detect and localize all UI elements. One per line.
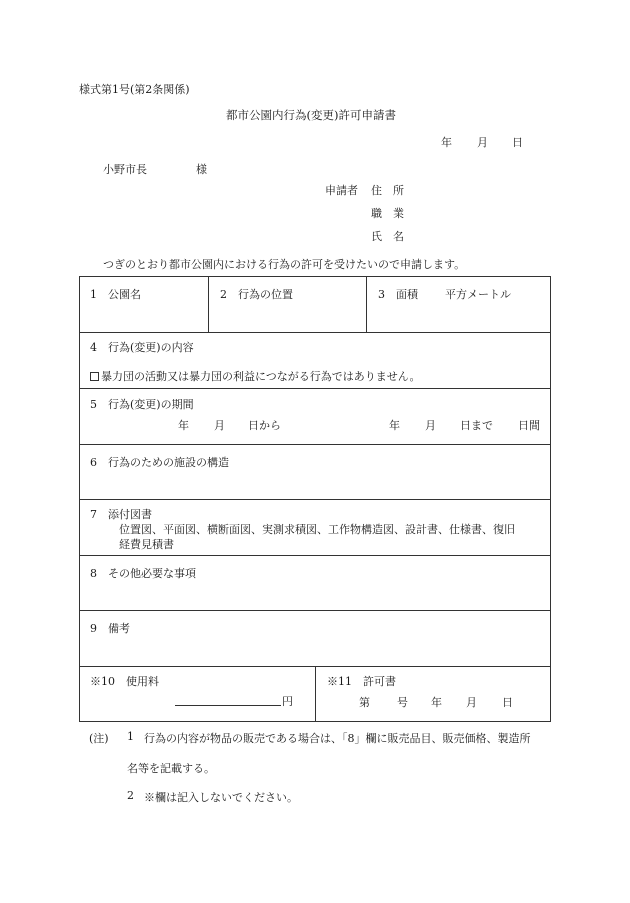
activity-content-label: 4 行為(変更)の内容 — [90, 341, 194, 354]
cell-area[interactable] — [366, 277, 550, 332]
usage-fee-label: ※10 使用料 — [90, 675, 159, 688]
row-remarks[interactable] — [80, 611, 550, 667]
declaration-checkbox[interactable] — [90, 372, 99, 381]
other-matters-label: 8 その他必要な事項 — [90, 567, 196, 580]
row-attached-documents[interactable] — [80, 500, 550, 556]
row-facility-structure[interactable] — [80, 445, 550, 500]
park-name-label: 1 公園名 — [90, 288, 141, 301]
permit-month: 月 — [466, 696, 477, 709]
permit-number-suffix: 号 — [397, 696, 408, 709]
permit-year: 年 — [431, 696, 442, 709]
note1-line1: 行為の内容が物品の販売である場合は、「8」欄に販売品目、販売価格、製造所 — [144, 732, 531, 745]
form-number: 様式第1号(第2条関係) — [79, 83, 190, 96]
applicant-address-label: 住 所 — [371, 184, 404, 197]
period-end-month: 月 — [425, 419, 436, 432]
addressee-name: 小野市長 — [103, 163, 147, 176]
usage-fee-blank — [175, 693, 281, 706]
intro-text: つぎのとおり都市公園内における行為の許可を受けたいので申請します。 — [103, 258, 466, 271]
period-end-year: 年 — [389, 419, 400, 432]
period-end-day: 日まで — [460, 419, 493, 432]
attached-documents-line1: 位置図、平面図、横断面図、実測求積図、工作物構造図、設計書、仕様書、復旧 — [119, 523, 515, 536]
row-fee-permit — [80, 667, 550, 721]
application-form-table — [79, 276, 551, 722]
period-days: 日間 — [518, 419, 540, 432]
applicant-name-label: 氏 名 — [371, 230, 404, 243]
applicant-label: 申請者 — [325, 184, 358, 197]
period-start-day: 日から — [248, 419, 281, 432]
permit-day: 日 — [502, 696, 513, 709]
note2-text: ※欄は記入しないでください。 — [144, 791, 298, 804]
row-activity-period[interactable] — [80, 389, 550, 445]
declaration-line — [90, 368, 420, 384]
cell-usage-fee — [80, 667, 315, 721]
permit-label: ※11 許可書 — [327, 675, 396, 688]
cell-park-name[interactable] — [80, 277, 208, 332]
attached-documents-line2: 経費見積書 — [119, 538, 174, 551]
attached-documents-label: 7 添付図書 — [90, 508, 152, 521]
notes-prefix: (注) — [89, 732, 109, 745]
note2-number: 2 — [127, 789, 134, 802]
addressee-honorific: 様 — [196, 163, 207, 176]
usage-fee-unit: 円 — [282, 695, 293, 708]
area-unit: 平方メートル — [445, 288, 511, 301]
declaration-text: 暴力団の活動又は暴力団の利益につながる行為ではありません。 — [101, 370, 421, 383]
date-month-label: 月 — [477, 136, 488, 149]
activity-period-label: 5 行為(変更)の期間 — [90, 398, 194, 411]
area-label: 3 面積 — [378, 288, 418, 301]
permit-number-prefix: 第 — [359, 696, 370, 709]
row-other-matters[interactable] — [80, 556, 550, 611]
facility-structure-label: 6 行為のための施設の構造 — [90, 456, 229, 469]
date-day-label: 日 — [512, 136, 523, 149]
period-start-year: 年 — [178, 419, 189, 432]
row-park-info — [80, 277, 550, 333]
row-activity-content[interactable] — [80, 333, 550, 389]
note1-line2: 名等を記載する。 — [127, 762, 215, 775]
page-title: 都市公園内行為(変更)許可申請書 — [226, 108, 396, 122]
cell-location[interactable] — [208, 277, 366, 332]
remarks-label: 9 備考 — [90, 622, 130, 635]
date-year-label: 年 — [441, 136, 452, 149]
period-start-month: 月 — [214, 419, 225, 432]
location-label: 2 行為の位置 — [220, 288, 293, 301]
note1-number: 1 — [127, 730, 134, 743]
cell-permit — [315, 667, 550, 721]
applicant-occupation-label: 職 業 — [371, 207, 404, 220]
